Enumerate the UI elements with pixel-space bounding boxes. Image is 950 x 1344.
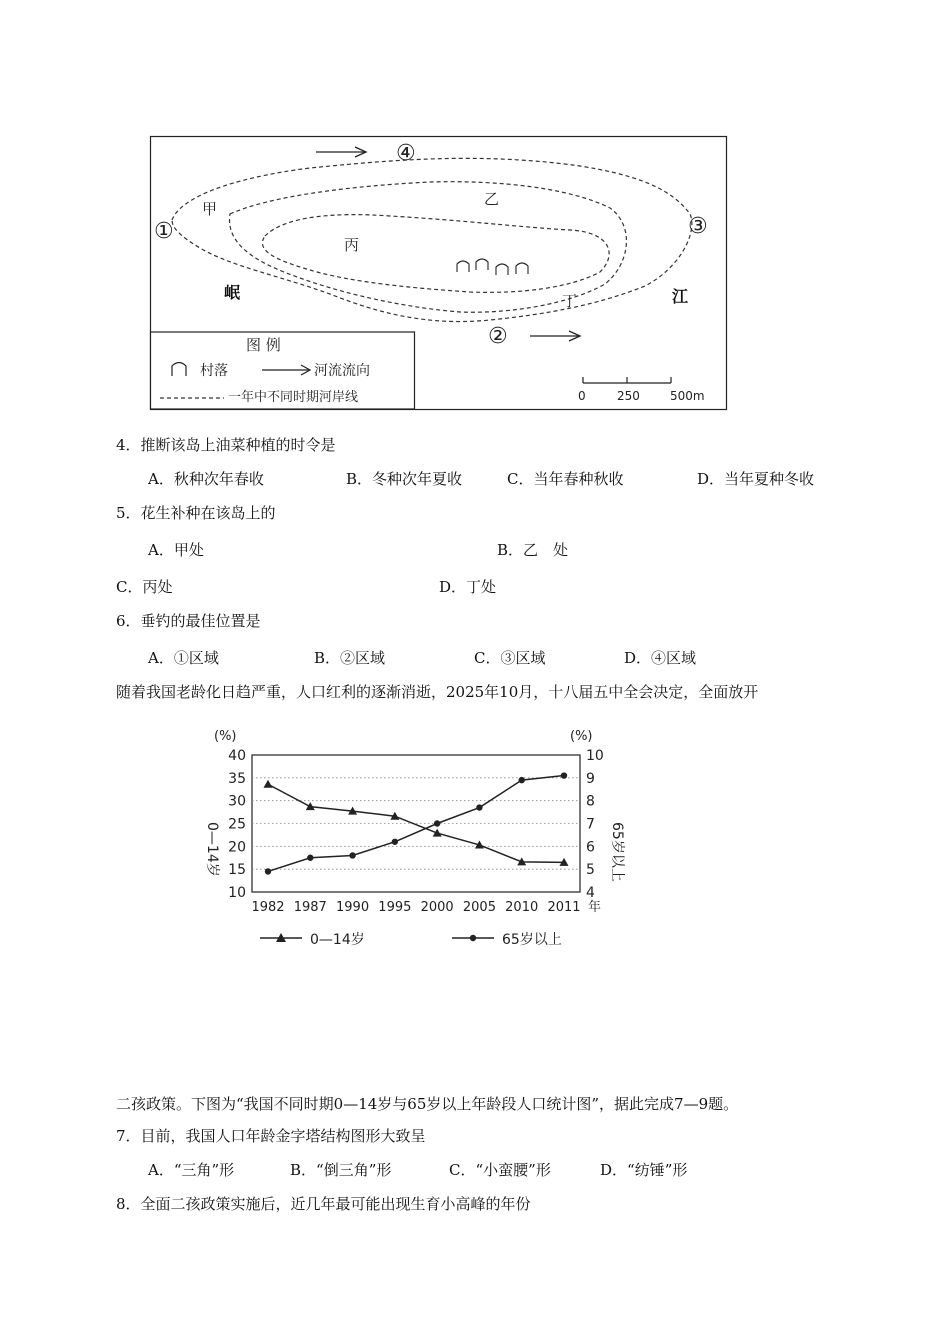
village-icons [457, 259, 528, 275]
question-8-stem: 8．全面二孩政策实施后，近几年最可能出现生育小高峰的年份 [116, 1195, 531, 1213]
x-tick-label: 2010 [505, 900, 539, 915]
right-axis-unit: (%) [570, 729, 593, 744]
left-tick-label: 20 [228, 839, 246, 856]
question-6-stem: 6．垂钓的最佳位置是 [116, 612, 261, 630]
q4-option-d: D．当年夏种冬收 [697, 470, 815, 488]
river-min-label: 岷 [224, 283, 241, 302]
series-65-plus-point [434, 820, 440, 826]
left-tick-label: 40 [228, 748, 246, 764]
village-icon [496, 264, 508, 275]
q5-option-c: C．丙处 [116, 578, 173, 596]
q4-option-c: C．当年春种秋收 [507, 470, 624, 488]
q6-option-d: D．④区域 [624, 649, 697, 667]
area-1-label: ① [154, 219, 174, 244]
x-axis-suffix: 年 [588, 900, 602, 915]
legend-circle-marker [470, 935, 476, 941]
flow-arrow-bottom [530, 331, 580, 341]
river-jiang-label: 江 [672, 287, 689, 306]
series-65-plus-point [265, 868, 271, 874]
scale-tick-250: 250 [617, 389, 640, 403]
q5-option-d: D．丁处 [439, 578, 497, 596]
series-0-14-point [264, 780, 273, 788]
q5-option-a: A．甲处 [148, 541, 204, 559]
q4-option-b: B．冬种次年夏收 [346, 470, 463, 488]
series-65-plus-point [349, 852, 355, 858]
x-tick-label: 2011 [547, 900, 581, 915]
shoreline-outer [172, 158, 692, 321]
q7-option-b: B．“倒三角”形 [290, 1161, 392, 1179]
q6-option-b: B．②区域 [314, 649, 386, 667]
q5-option-b: B．乙 处 [497, 541, 569, 559]
series-65-plus-point [392, 839, 398, 845]
x-tick-label: 1987 [293, 900, 327, 915]
right-axis-label: 65岁以上 [609, 822, 625, 882]
question-5-stem: 5．花生补种在该岛上的 [116, 504, 276, 522]
right-tick-label: 8 [586, 793, 595, 810]
scale-tick-500: 500m [670, 389, 705, 403]
area-3-label: ③ [688, 214, 708, 239]
legend-series-0-14: 0—14岁 [310, 932, 365, 948]
right-tick-label: 9 [586, 770, 595, 787]
legend-series-65-plus: 65岁以上 [502, 932, 562, 948]
q7-option-a: A．“三角”形 [148, 1161, 235, 1179]
site-yi-label: 乙 [484, 190, 500, 208]
site-bing-label: 丙 [344, 236, 360, 254]
area-4-label: ④ [396, 141, 416, 166]
q7-option-d: D．“纺锤”形 [600, 1161, 688, 1179]
scale-bar [583, 377, 671, 383]
x-tick-label: 2000 [420, 900, 454, 915]
left-tick-label: 25 [228, 816, 246, 833]
left-axis-unit: (%) [214, 729, 237, 744]
question-7-stem: 7．目前，我国人口年龄金字塔结构图形大致呈 [116, 1127, 426, 1145]
village-icon [476, 259, 488, 270]
q4-option-a: A．秋种次年春收 [148, 470, 264, 488]
series-65-plus-point [519, 777, 525, 783]
site-ding-label: 丁 [562, 292, 578, 310]
area-2-label: ② [488, 324, 508, 349]
x-tick-label: 2005 [462, 900, 496, 915]
legend-flow-label: 河流流向 [314, 363, 370, 379]
right-tick-label: 10 [586, 748, 604, 764]
x-tick-label: 1990 [336, 900, 370, 915]
legend-title: 图 例 [246, 336, 281, 354]
scale-tick-0: 0 [578, 389, 586, 403]
series-65-plus-point [307, 855, 313, 861]
x-tick-label: 1982 [251, 900, 285, 915]
series-65-plus-point [476, 804, 482, 810]
right-tick-label: 4 [586, 885, 595, 901]
right-tick-label: 7 [586, 816, 595, 833]
village-icon [516, 263, 528, 274]
q6-option-c: C．③区域 [474, 649, 546, 667]
island-map [150, 136, 728, 411]
population-chart [196, 722, 625, 954]
left-axis-label: 0—14岁 [204, 822, 220, 877]
q6-option-a: A．①区域 [148, 649, 219, 667]
village-icon [457, 261, 469, 272]
series-0-14-point [306, 802, 315, 810]
chart-legend [260, 931, 562, 948]
x-tick-label: 1995 [378, 900, 412, 915]
intro-paragraph-line-2: 二孩政策。下图为“我国不同时期0—14岁与65岁以上年龄段人口统计图”，据此完成7—9题。 [116, 1095, 739, 1113]
series-65-plus-point [561, 772, 567, 778]
right-tick-label: 5 [586, 862, 595, 879]
question-4-stem: 4．推断该岛上油菜种植的时令是 [116, 436, 336, 454]
right-tick-label: 6 [586, 839, 595, 856]
intro-paragraph-line-1: 随着我国老龄化日趋严重，人口红利的逐渐消逝，2025年10月，十八届五中全会决定，全面放开 [116, 683, 759, 701]
shoreline-inner [262, 215, 609, 293]
site-jia-label: 甲 [202, 200, 218, 218]
q7-option-c: C．“小蛮腰”形 [449, 1161, 551, 1179]
legend-shoreline-label: 一年中不同时期河岸线 [228, 390, 359, 405]
left-tick-label: 35 [228, 770, 246, 787]
left-tick-label: 30 [228, 793, 246, 810]
legend-village-label: 村落 [200, 363, 228, 379]
flow-arrow-top [316, 147, 366, 157]
left-tick-label: 15 [228, 862, 246, 879]
left-tick-label: 10 [228, 885, 246, 901]
